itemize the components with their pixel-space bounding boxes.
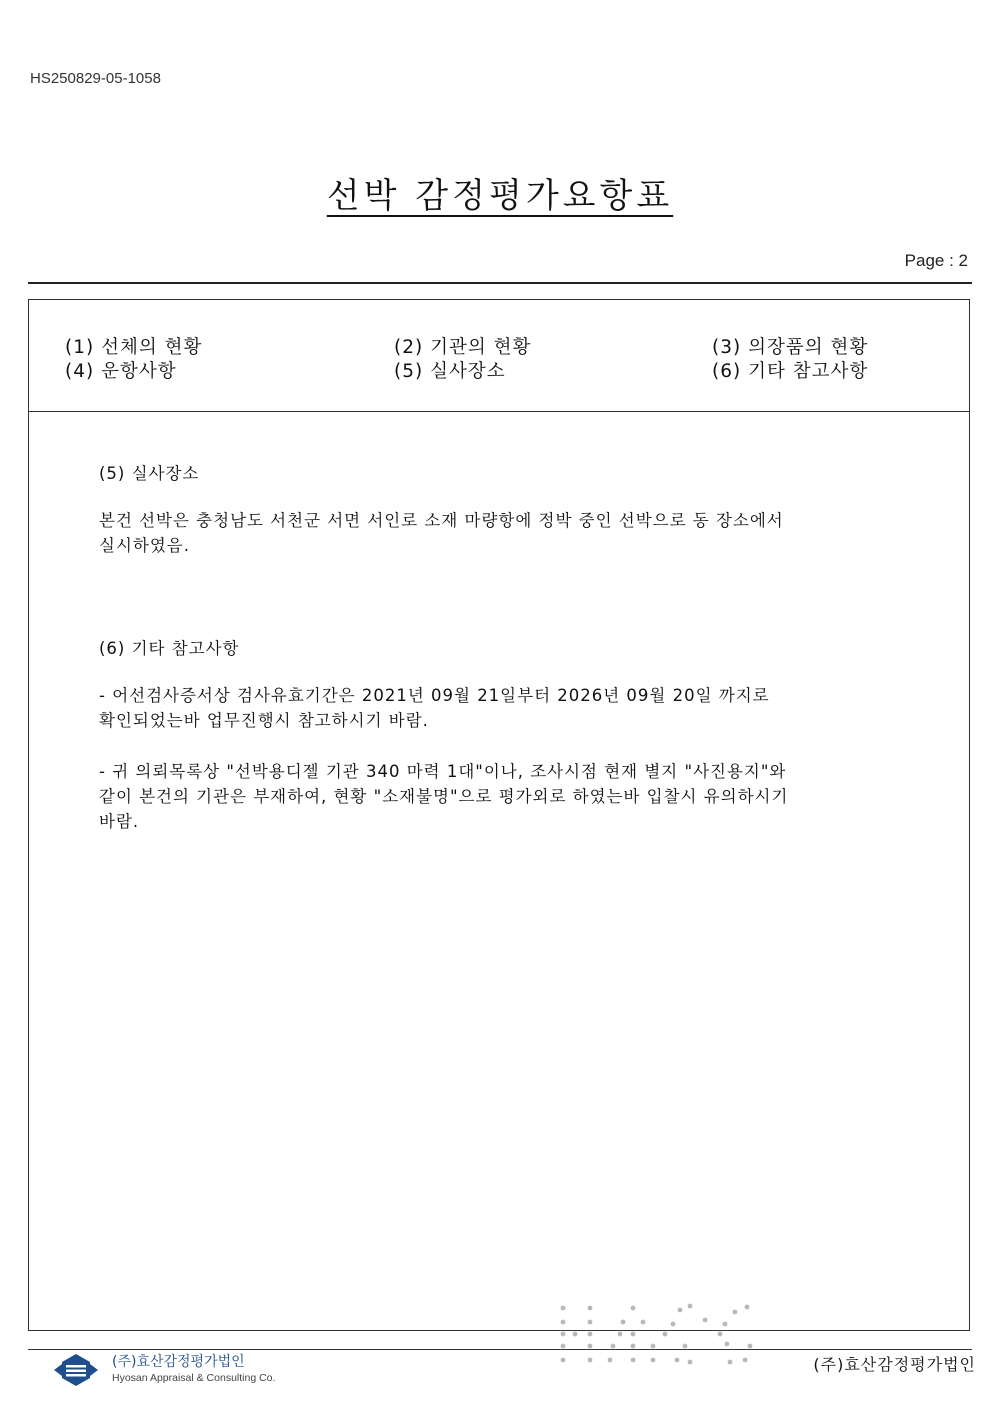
paragraph-line: 같이 본건의 기관은 부재하여, 현황 "소재불명"으로 평가외로 하였는바 입찰시 유의하시기 <box>99 787 789 806</box>
paragraph-line: 실시하였음. <box>99 536 190 555</box>
paragraph-line: - 귀 의뢰목록상 "선박용디젤 기관 340 마력 1대"이나, 조사시점 현재 별지 "사진용지"와 <box>99 762 787 781</box>
paragraph-note-engine <box>99 759 889 834</box>
paragraph-inspection-site <box>99 508 889 558</box>
table-of-contents <box>29 300 969 412</box>
hyosan-logo-icon <box>52 1352 100 1388</box>
logo-company-name-en: Hyosan Appraisal & Consulting Co. <box>112 1372 276 1384</box>
paragraph-line: - 어선검사증서상 검사유효기간은 2021년 09월 21일부터 2026년 09월 20일 까지로 <box>99 686 770 705</box>
toc-item-engine: (2) 기관의 현황 <box>394 337 532 358</box>
page-number: Page : 2 <box>904 251 968 270</box>
content-frame <box>28 299 970 1331</box>
section-heading-inspection-site: (5) 실사장소 <box>99 464 200 483</box>
document-title <box>0 168 1000 217</box>
footer-company-name: (주)효산감정평가법인 <box>813 1355 976 1374</box>
toc-item-other-notes: (6) 기타 참고사항 <box>712 361 869 382</box>
paragraph-line: 바람. <box>99 812 140 831</box>
section-heading-other-notes: (6) 기타 참고사항 <box>99 639 240 658</box>
paragraph-note-certificate <box>99 683 889 733</box>
paragraph-line: 본건 선박은 충청남도 서천군 서면 서인로 소재 마량항에 정박 중인 선박으로 동 장소에서 <box>99 511 784 530</box>
document-title-text: 선박 감정평가요항표 <box>326 176 674 216</box>
toc-item-operation: (4) 운항사항 <box>65 361 177 382</box>
paragraph-line: 확인되었는바 업무진행시 참고하시기 바람. <box>99 711 429 730</box>
document-id: HS250829-05-1058 <box>30 70 161 87</box>
seal-dot-pattern <box>555 1300 765 1370</box>
toc-item-inspection-site: (5) 실사장소 <box>394 361 506 382</box>
toc-item-equipment: (3) 의장품의 현황 <box>712 337 869 358</box>
toc-item-hull: (1) 선체의 현황 <box>65 337 203 358</box>
top-divider <box>28 282 972 284</box>
logo-company-name-kr: (주)효산감정평가법인 <box>112 1354 245 1370</box>
footer-divider <box>28 1349 972 1350</box>
